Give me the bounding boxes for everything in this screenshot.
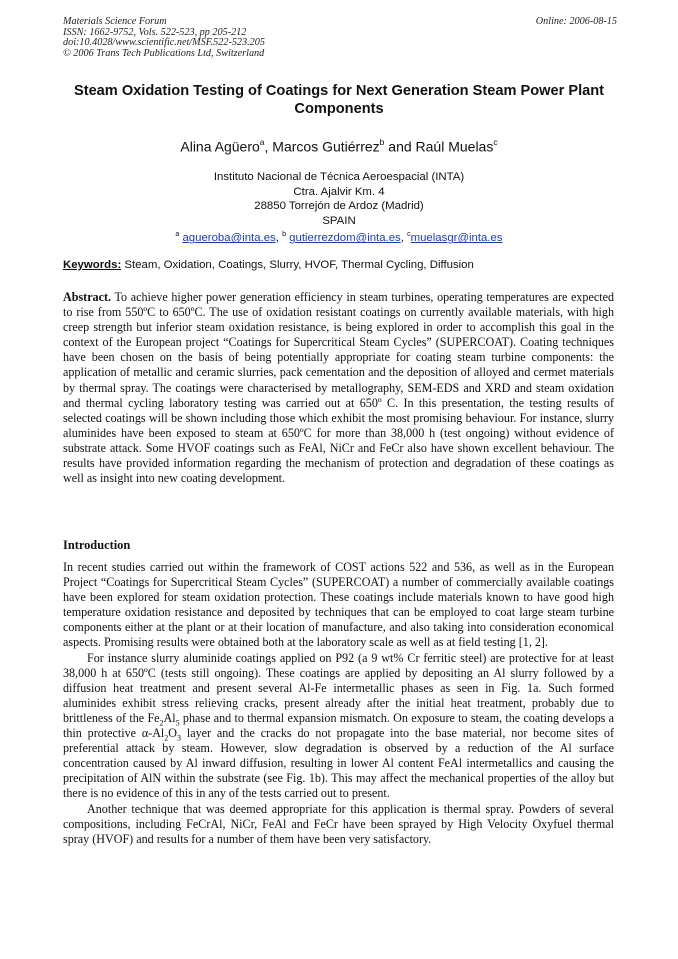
city-line: 28850 Torrejón de Ardoz (Madrid) (254, 200, 424, 213)
email-link[interactable]: gutierrezdom@inta.es (289, 232, 401, 245)
journal-name: Materials Science Forum (63, 16, 167, 27)
author-name: Raúl Muelas (415, 138, 494, 155)
author-separator: and (384, 138, 416, 155)
country-line: SPAIN (322, 214, 356, 227)
email-link[interactable]: agueroba@inta.es (182, 232, 276, 245)
intro-paragraph-2 (63, 651, 614, 802)
author-name: Marcos Gutiérrez (272, 138, 380, 155)
text-run: layer and the cracks do not propagate into the base material, nor become sites of preferential attack by steam. However, slow degradation is observed by a reduction of the Al surface concentration caused by Al inward diffusion, resulting in lower Al content FeAl intermetallics and causing the precipitation of AlN within the substrate (see Fig. 1b). This may affect the mechanical properties of the alloy but there is no evidence of this in any of the tests carried out to present. (63, 726, 615, 801)
intro-paragraph-1: In recent studies carried out within the framework of COST actions 522 and 536, as well as in the European Project “Coatings for Supercritical Steam Cycles” (SUPERCOAT) a number of commercially available coatings have been explored for steam oxidation protection. These coatings include materials known to have good high temperature oxidation resistance and deposited by techniques that can be employed to coat large steam turbine components either at the plant or at their location of manufacture, and also taking into consideration economical aspects. Promising results were obtained both at the laboratory scale as well as at field testing [1, 2]. (63, 560, 614, 650)
online-date: Online: 2006-08-15 (535, 16, 617, 27)
email-link[interactable]: muelasgr@inta.es (410, 232, 503, 245)
text-run: For instance slurry aluminide coatings applied on P92 (a 9 wt% Cr ferritic steel) are protective for at least 38,000 h at 650ºC (tests still ongoing). These coatings are applied by depositing an Al slurry followed by a diffusion heat treatment and present several Al-Fe intermetallic phases as seen in Fig. 1a. Such formed aluminides exhibit stress relieving cracks, present already after the initial heat treatment, probably due to brittleness of the Fe (63, 650, 614, 725)
email-mark: a (175, 231, 180, 239)
introduction-body (63, 560, 614, 847)
abstract-text: To achieve higher power generation efficiency in steam turbines, operating temperatures are expected to rise from 550ºC to 650ºC. The use of oxidation resistant coatings on currently available materials, with high creep strength but inferior steam oxidation resistance, is being explored in order to accomplish this goal in the context of the European project “Coatings for Supercritical Steam Cycles” (SUPERCOAT). Coating techniques have been chosen on the basis of being potentially appropriate for coating steam turbine components: the application of metallic and ceramic slurries, pack cementation and the deposition of alloyed and cermet materials by thermal spray. The coatings were characterised by metallography, SEM-EDS and XRD and steam oxidation and thermal cycling laboratory testing was carried out at 650º C. In this presentation, the testing results of selected coatings will be shown including those which exhibit the most promising behaviour. For instance, slurry aluminides have been exposed to steam at 650ºC for more than 38,000 h (test ongoing) without evidence of substrate attack. Some HVOF coatings such as FeAl, NiCr and FeCr also have shown excellent behaviour. The results have provided information regarding the mechanism of protection and degradation of these coatings as well as insight into new coating development. (63, 290, 614, 486)
text-run: Al (163, 710, 176, 725)
issn-line: ISSN: 1662-9752, Vols. 522-523, pp 205-212 (63, 26, 247, 38)
abstract-label: Abstract. (63, 290, 112, 304)
author-affil-mark: c (493, 137, 498, 147)
street-address: Ctra. Ajalvir Km. 4 (293, 185, 385, 198)
keywords-line (63, 258, 623, 272)
running-header (63, 17, 617, 59)
institute-name: Instituto Nacional de Técnica Aeroespacial (INTA) (213, 171, 465, 183)
author-affil-mark: b (379, 137, 385, 147)
keywords-text: Steam, Oxidation, Coatings, Slurry, HVOF, Thermal Cycling, Diffusion (121, 259, 474, 271)
affiliation-block (62, 170, 616, 246)
doi-line: doi:10.4028/www.scientific.net/MSF.522-523.205 (63, 37, 265, 49)
copyright-line: © 2006 Trans Tech Publications Ltd, Switzerland (63, 47, 265, 59)
subscript: 3 (177, 733, 182, 743)
author-name: Alina Agüero (180, 138, 260, 155)
author-affil-mark: a (259, 137, 265, 147)
subscript: 2 (159, 718, 164, 728)
keywords-label: Keywords: (63, 259, 122, 271)
author-list (62, 134, 616, 156)
email-mark: b (282, 231, 286, 239)
text-run: O (168, 726, 178, 741)
text-run: phase and to thermal expansion mismatch. On exposure to steam, the coating develops a thin protective α-Al (63, 710, 614, 741)
abstract-paragraph (63, 290, 614, 486)
subscript: 5 (175, 718, 180, 728)
email-line: $^a$ agueroba@inta.es, $^b$ gutierrezdom@inta.es, $^c$muelasgr@inta.es (175, 231, 503, 245)
section-heading-introduction: Introduction (63, 538, 131, 552)
intro-paragraph-3: Another technique that was deemed appropriate for this application is thermal spray. Powders of several compositions, including FeCrAl, NiCr, FeAl and FeCr have been sprayed by High Velocity Oxyfuel thermal spray (HVOF) and results for a number of them have been very satisfactory. (63, 801, 614, 846)
subscript: 2 (164, 733, 169, 743)
paper-title: Steam Oxidation Testing of Coatings for Next Generation Steam Power Plant Components (73, 83, 605, 117)
author-separator: , (264, 138, 273, 155)
email-mark: c (407, 231, 411, 239)
